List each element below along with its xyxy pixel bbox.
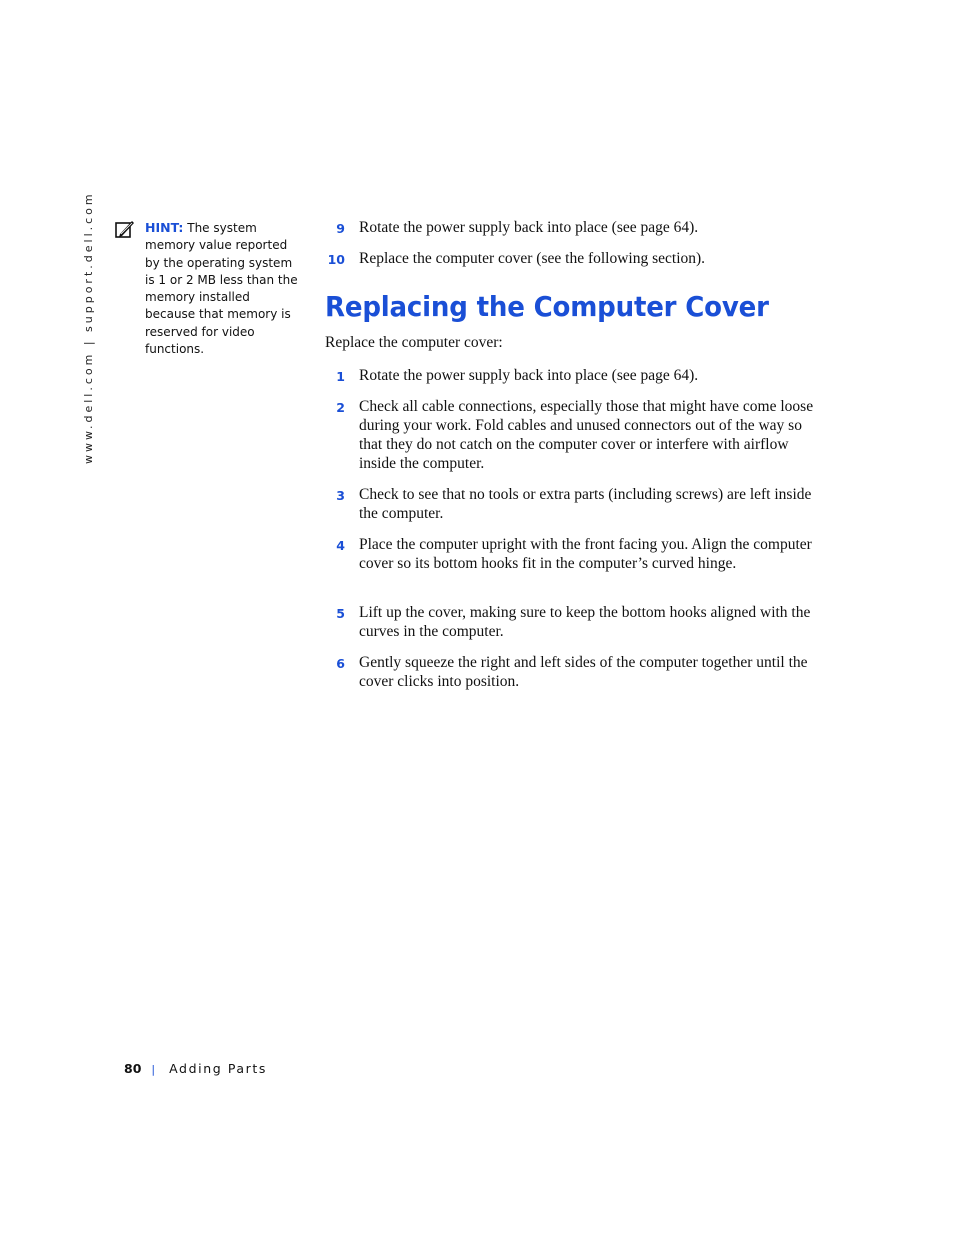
hint-label: HINT: [145, 220, 184, 235]
list-item [326, 397, 816, 473]
section-heading: Replacing the Computer Cover [325, 290, 769, 323]
step-text: Place the computer upright with the front facing you. Align the computer cover so its bottom hooks fit in the computer’s curved hinge. [359, 536, 812, 572]
list-item [326, 485, 816, 523]
step-number: 10 [327, 252, 345, 267]
step-text: Lift up the cover, making sure to keep the bottom hooks aligned with the curves in the computer. [359, 604, 811, 640]
list-item [326, 249, 816, 268]
page-number: 80 [124, 1061, 142, 1076]
hint-note [145, 219, 300, 358]
list-item [326, 366, 816, 385]
step-number: 6 [336, 656, 345, 671]
list-item [326, 603, 816, 641]
list-item [326, 535, 816, 573]
step-number: 1 [336, 369, 345, 384]
step-number: 3 [336, 488, 345, 503]
side-url: www.dell.com | support.dell.com [82, 191, 95, 464]
step-number: 2 [336, 400, 345, 415]
step-text: Check all cable connections, especially those that might have come loose during your work. Fold cables and unused connectors out of the way so that they do not catch on the computer cover or interfere with airflow inside the computer. [359, 398, 814, 472]
step-text: Rotate the power supply back into place (see page 64). [359, 219, 699, 236]
list-item [326, 653, 816, 691]
hint-text: The system memory value reported by the operating system is 1 or 2 MB less than the memory installed because that memory is reserved for video functions. [145, 221, 298, 357]
footer-separator: | [151, 1063, 156, 1076]
footer-section-title: Adding Parts [169, 1061, 268, 1076]
step-number: 5 [336, 606, 345, 621]
step-text: Rotate the power supply back into place (see page 64). [359, 367, 699, 384]
step-number: 4 [336, 538, 345, 553]
page-footer [124, 1061, 267, 1076]
list-item [326, 218, 816, 237]
step-text: Gently squeeze the right and left sides of the computer together until the cover clicks into position. [359, 654, 808, 690]
step-text: Check to see that no tools or extra parts (including screws) are left inside the computer. [359, 486, 812, 522]
section-intro: Replace the computer cover: [325, 334, 503, 351]
note-pencil-icon [115, 219, 135, 239]
step-text: Replace the computer cover (see the following section). [359, 250, 706, 267]
step-number: 9 [336, 221, 345, 236]
